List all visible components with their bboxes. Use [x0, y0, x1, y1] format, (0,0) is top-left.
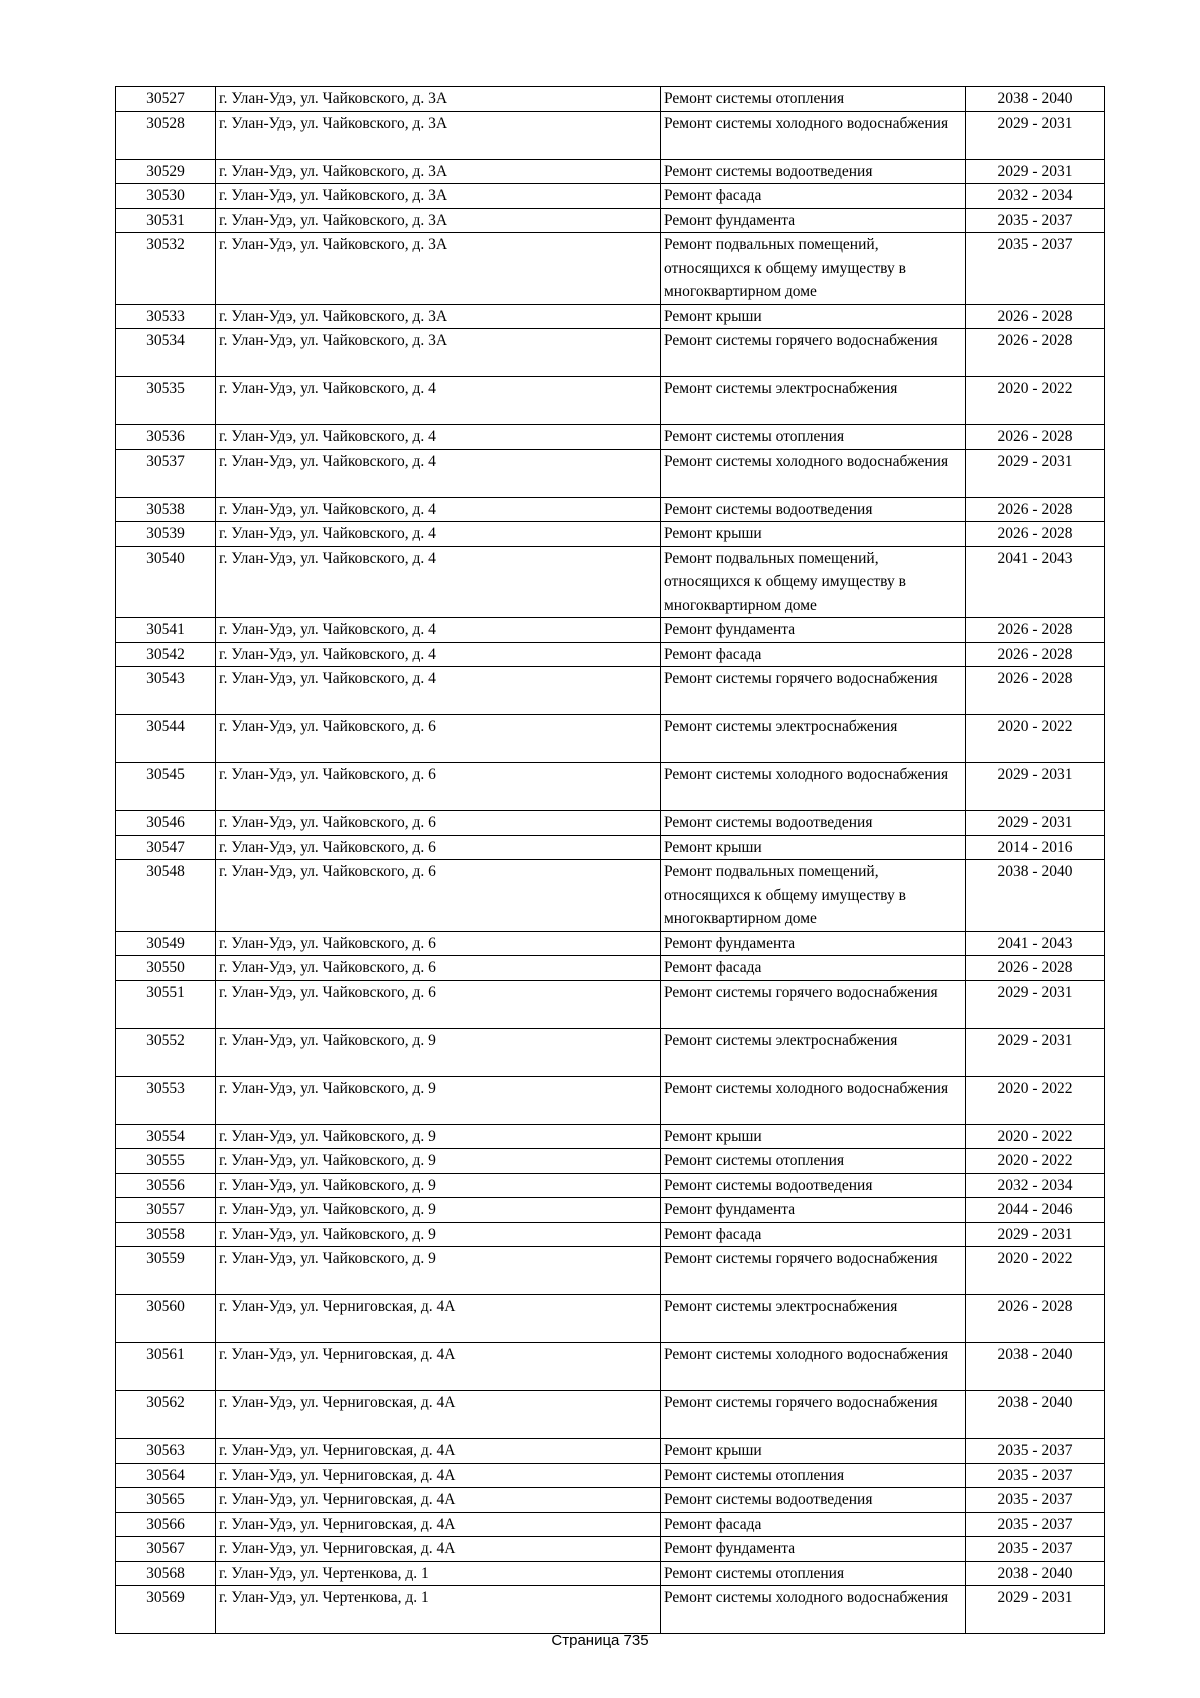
- period-cell: 2035 - 2037: [966, 1512, 1105, 1537]
- table-row: [116, 1512, 1105, 1537]
- period-cell: 2029 - 2031: [966, 763, 1105, 811]
- table-row: [116, 1537, 1105, 1562]
- table-row: [116, 1198, 1105, 1223]
- table-row: [116, 1463, 1105, 1488]
- row-number-cell: 30540: [116, 546, 216, 618]
- address-cell: г. Улан-Удэ, ул. Чайковского, д. 3А: [216, 208, 661, 233]
- period-cell: 2032 - 2034: [966, 1173, 1105, 1198]
- row-number-cell: 30529: [116, 159, 216, 184]
- address-cell: г. Улан-Удэ, ул. Чайковского, д. 4: [216, 618, 661, 643]
- row-number-cell: 30536: [116, 425, 216, 450]
- period-cell: 2026 - 2028: [966, 304, 1105, 329]
- work-type-cell: Ремонт системы горячего водоснабжения: [661, 980, 966, 1028]
- page-number: Страница 735: [551, 1632, 649, 1649]
- row-number-cell: 30551: [116, 980, 216, 1028]
- work-type-cell: Ремонт крыши: [661, 835, 966, 860]
- address-cell: г. Улан-Удэ, ул. Черниговская, д. 4А: [216, 1343, 661, 1391]
- row-number-cell: 30553: [116, 1076, 216, 1124]
- address-cell: г. Улан-Удэ, ул. Чайковского, д. 3А: [216, 159, 661, 184]
- row-number-cell: 30554: [116, 1124, 216, 1149]
- work-type-cell: Ремонт системы водоотведения: [661, 811, 966, 836]
- work-type-cell: Ремонт фундамента: [661, 1198, 966, 1223]
- work-type-cell: Ремонт крыши: [661, 522, 966, 547]
- table-row: [116, 87, 1105, 112]
- table-row: [116, 159, 1105, 184]
- work-type-cell: Ремонт системы отопления: [661, 1561, 966, 1586]
- period-cell: 2026 - 2028: [966, 497, 1105, 522]
- row-number-cell: 30549: [116, 931, 216, 956]
- address-cell: г. Улан-Удэ, ул. Чайковского, д. 6: [216, 980, 661, 1028]
- table-row: [116, 329, 1105, 377]
- period-cell: 2020 - 2022: [966, 715, 1105, 763]
- address-cell: г. Улан-Удэ, ул. Чайковского, д. 9: [216, 1222, 661, 1247]
- address-cell: г. Улан-Удэ, ул. Чайковского, д. 9: [216, 1198, 661, 1223]
- work-type-cell: Ремонт фасада: [661, 1512, 966, 1537]
- row-number-cell: 30531: [116, 208, 216, 233]
- work-type-cell: Ремонт подвальных помещений, относящихся к общему имуществу в многоквартирном доме: [661, 860, 966, 932]
- period-cell: 2038 - 2040: [966, 860, 1105, 932]
- address-cell: г. Улан-Удэ, ул. Черниговская, д. 4А: [216, 1295, 661, 1343]
- row-number-cell: 30550: [116, 956, 216, 981]
- period-cell: 2026 - 2028: [966, 667, 1105, 715]
- work-type-cell: Ремонт системы водоотведения: [661, 1173, 966, 1198]
- address-cell: г. Улан-Удэ, ул. Чайковского, д. 6: [216, 715, 661, 763]
- period-cell: 2032 - 2034: [966, 184, 1105, 209]
- work-type-cell: Ремонт фундамента: [661, 618, 966, 643]
- row-number-cell: 30561: [116, 1343, 216, 1391]
- period-cell: 2020 - 2022: [966, 1076, 1105, 1124]
- table-row: [116, 1488, 1105, 1513]
- address-cell: г. Улан-Удэ, ул. Чайковского, д. 6: [216, 860, 661, 932]
- address-cell: г. Улан-Удэ, ул. Чайковского, д. 3А: [216, 184, 661, 209]
- work-type-cell: Ремонт системы холодного водоснабжения: [661, 1586, 966, 1634]
- row-number-cell: 30563: [116, 1439, 216, 1464]
- row-number-cell: 30544: [116, 715, 216, 763]
- period-cell: 2020 - 2022: [966, 1247, 1105, 1295]
- table-row: [116, 304, 1105, 329]
- address-cell: г. Улан-Удэ, ул. Чайковского, д. 3А: [216, 87, 661, 112]
- row-number-cell: 30558: [116, 1222, 216, 1247]
- row-number-cell: 30547: [116, 835, 216, 860]
- table-row: [116, 208, 1105, 233]
- address-cell: г. Улан-Удэ, ул. Чайковского, д. 4: [216, 642, 661, 667]
- work-type-cell: Ремонт системы электроснабжения: [661, 1028, 966, 1076]
- table-row: [116, 377, 1105, 425]
- address-cell: г. Улан-Удэ, ул. Чертенкова, д. 1: [216, 1586, 661, 1634]
- work-type-cell: Ремонт системы холодного водоснабжения: [661, 1343, 966, 1391]
- table-row: [116, 835, 1105, 860]
- table-row: [116, 1028, 1105, 1076]
- address-cell: г. Улан-Удэ, ул. Чайковского, д. 4: [216, 522, 661, 547]
- table-row: [116, 956, 1105, 981]
- table-row: [116, 763, 1105, 811]
- period-cell: 2035 - 2037: [966, 1488, 1105, 1513]
- work-type-cell: Ремонт подвальных помещений, относящихся к общему имуществу в многоквартирном доме: [661, 546, 966, 618]
- table-row: [116, 931, 1105, 956]
- address-cell: г. Улан-Удэ, ул. Черниговская, д. 4А: [216, 1439, 661, 1464]
- work-type-cell: Ремонт системы водоотведения: [661, 159, 966, 184]
- row-number-cell: 30527: [116, 87, 216, 112]
- period-cell: 2026 - 2028: [966, 522, 1105, 547]
- row-number-cell: 30534: [116, 329, 216, 377]
- work-type-cell: Ремонт крыши: [661, 1439, 966, 1464]
- address-cell: г. Улан-Удэ, ул. Чертенкова, д. 1: [216, 1561, 661, 1586]
- address-cell: г. Улан-Удэ, ул. Чайковского, д. 6: [216, 763, 661, 811]
- table-row: [116, 980, 1105, 1028]
- table-row: [116, 1561, 1105, 1586]
- table-row: [116, 715, 1105, 763]
- address-cell: г. Улан-Удэ, ул. Чайковского, д. 6: [216, 931, 661, 956]
- work-type-cell: Ремонт системы холодного водоснабжения: [661, 763, 966, 811]
- work-type-cell: Ремонт фасада: [661, 184, 966, 209]
- work-type-cell: Ремонт системы отопления: [661, 1149, 966, 1174]
- row-number-cell: 30548: [116, 860, 216, 932]
- work-type-cell: Ремонт фундамента: [661, 1537, 966, 1562]
- row-number-cell: 30545: [116, 763, 216, 811]
- address-cell: г. Улан-Удэ, ул. Чайковского, д. 3А: [216, 233, 661, 305]
- table-row: [116, 1391, 1105, 1439]
- row-number-cell: 30560: [116, 1295, 216, 1343]
- work-type-cell: Ремонт фасада: [661, 642, 966, 667]
- row-number-cell: 30541: [116, 618, 216, 643]
- table-row: [116, 111, 1105, 159]
- period-cell: 2041 - 2043: [966, 931, 1105, 956]
- address-cell: г. Улан-Удэ, ул. Черниговская, д. 4А: [216, 1391, 661, 1439]
- table-row: [116, 667, 1105, 715]
- period-cell: 2029 - 2031: [966, 980, 1105, 1028]
- table-row: [116, 1076, 1105, 1124]
- period-cell: 2038 - 2040: [966, 87, 1105, 112]
- table-row: [116, 1149, 1105, 1174]
- table-row: [116, 184, 1105, 209]
- row-number-cell: 30532: [116, 233, 216, 305]
- period-cell: 2035 - 2037: [966, 233, 1105, 305]
- address-cell: г. Улан-Удэ, ул. Чайковского, д. 9: [216, 1173, 661, 1198]
- address-cell: г. Улан-Удэ, ул. Черниговская, д. 4А: [216, 1463, 661, 1488]
- work-type-cell: Ремонт системы водоотведения: [661, 497, 966, 522]
- work-type-cell: Ремонт крыши: [661, 304, 966, 329]
- work-type-cell: Ремонт крыши: [661, 1124, 966, 1149]
- row-number-cell: 30533: [116, 304, 216, 329]
- row-number-cell: 30537: [116, 449, 216, 497]
- table-row: [116, 811, 1105, 836]
- address-cell: г. Улан-Удэ, ул. Черниговская, д. 4А: [216, 1488, 661, 1513]
- row-number-cell: 30559: [116, 1247, 216, 1295]
- period-cell: 2026 - 2028: [966, 425, 1105, 450]
- work-type-cell: Ремонт фундамента: [661, 208, 966, 233]
- row-number-cell: 30552: [116, 1028, 216, 1076]
- address-cell: г. Улан-Удэ, ул. Чайковского, д. 9: [216, 1124, 661, 1149]
- row-number-cell: 30543: [116, 667, 216, 715]
- table-row: [116, 1343, 1105, 1391]
- table-row: [116, 449, 1105, 497]
- address-cell: г. Улан-Удэ, ул. Чайковского, д. 4: [216, 667, 661, 715]
- work-type-cell: Ремонт системы отопления: [661, 87, 966, 112]
- address-cell: г. Улан-Удэ, ул. Чайковского, д. 4: [216, 449, 661, 497]
- period-cell: 2014 - 2016: [966, 835, 1105, 860]
- period-cell: 2020 - 2022: [966, 1124, 1105, 1149]
- work-type-cell: Ремонт системы электроснабжения: [661, 715, 966, 763]
- period-cell: 2035 - 2037: [966, 1463, 1105, 1488]
- period-cell: 2029 - 2031: [966, 811, 1105, 836]
- row-number-cell: 30535: [116, 377, 216, 425]
- table-row: [116, 497, 1105, 522]
- period-cell: 2044 - 2046: [966, 1198, 1105, 1223]
- period-cell: 2026 - 2028: [966, 956, 1105, 981]
- table-row: [116, 233, 1105, 305]
- period-cell: 2038 - 2040: [966, 1343, 1105, 1391]
- work-type-cell: Ремонт системы горячего водоснабжения: [661, 1391, 966, 1439]
- period-cell: 2038 - 2040: [966, 1391, 1105, 1439]
- address-cell: г. Улан-Удэ, ул. Чайковского, д. 6: [216, 956, 661, 981]
- address-cell: г. Улан-Удэ, ул. Чайковского, д. 4: [216, 546, 661, 618]
- period-cell: 2038 - 2040: [966, 1561, 1105, 1586]
- address-cell: г. Улан-Удэ, ул. Чайковского, д. 4: [216, 497, 661, 522]
- work-type-cell: Ремонт системы горячего водоснабжения: [661, 667, 966, 715]
- table-row: [116, 522, 1105, 547]
- address-cell: г. Улан-Удэ, ул. Чайковского, д. 6: [216, 811, 661, 836]
- address-cell: г. Улан-Удэ, ул. Чайковского, д. 6: [216, 835, 661, 860]
- period-cell: 2029 - 2031: [966, 1222, 1105, 1247]
- table-row: [116, 425, 1105, 450]
- address-cell: г. Улан-Удэ, ул. Черниговская, д. 4А: [216, 1512, 661, 1537]
- work-type-cell: Ремонт фасада: [661, 956, 966, 981]
- work-type-cell: Ремонт фундамента: [661, 931, 966, 956]
- address-cell: г. Улан-Удэ, ул. Чайковского, д. 4: [216, 425, 661, 450]
- row-number-cell: 30530: [116, 184, 216, 209]
- period-cell: 2035 - 2037: [966, 1439, 1105, 1464]
- period-cell: 2029 - 2031: [966, 111, 1105, 159]
- row-number-cell: 30542: [116, 642, 216, 667]
- table-row: [116, 860, 1105, 932]
- work-type-cell: Ремонт системы электроснабжения: [661, 1295, 966, 1343]
- table-row: [116, 546, 1105, 618]
- row-number-cell: 30539: [116, 522, 216, 547]
- work-type-cell: Ремонт системы горячего водоснабжения: [661, 1247, 966, 1295]
- work-type-cell: Ремонт системы электроснабжения: [661, 377, 966, 425]
- table-row: [116, 1124, 1105, 1149]
- address-cell: г. Улан-Удэ, ул. Чайковского, д. 9: [216, 1076, 661, 1124]
- repair-schedule-table: [115, 86, 1105, 1634]
- row-number-cell: 30568: [116, 1561, 216, 1586]
- row-number-cell: 30569: [116, 1586, 216, 1634]
- row-number-cell: 30538: [116, 497, 216, 522]
- address-cell: г. Улан-Удэ, ул. Чайковского, д. 9: [216, 1247, 661, 1295]
- row-number-cell: 30564: [116, 1463, 216, 1488]
- address-cell: г. Улан-Удэ, ул. Чайковского, д. 4: [216, 377, 661, 425]
- row-number-cell: 30557: [116, 1198, 216, 1223]
- period-cell: 2029 - 2031: [966, 1028, 1105, 1076]
- work-type-cell: Ремонт системы отопления: [661, 1463, 966, 1488]
- row-number-cell: 30555: [116, 1149, 216, 1174]
- table-body: [116, 87, 1105, 1634]
- row-number-cell: 30562: [116, 1391, 216, 1439]
- table-row: [116, 1247, 1105, 1295]
- address-cell: г. Улан-Удэ, ул. Чайковского, д. 3А: [216, 304, 661, 329]
- period-cell: 2035 - 2037: [966, 1537, 1105, 1562]
- work-type-cell: Ремонт системы горячего водоснабжения: [661, 329, 966, 377]
- period-cell: 2035 - 2037: [966, 208, 1105, 233]
- table-row: [116, 618, 1105, 643]
- period-cell: 2041 - 2043: [966, 546, 1105, 618]
- work-type-cell: Ремонт системы холодного водоснабжения: [661, 111, 966, 159]
- work-type-cell: Ремонт системы холодного водоснабжения: [661, 449, 966, 497]
- work-type-cell: Ремонт фасада: [661, 1222, 966, 1247]
- table-row: [116, 642, 1105, 667]
- table-row: [116, 1222, 1105, 1247]
- row-number-cell: 30567: [116, 1537, 216, 1562]
- work-type-cell: Ремонт системы холодного водоснабжения: [661, 1076, 966, 1124]
- period-cell: 2020 - 2022: [966, 1149, 1105, 1174]
- table-row: [116, 1295, 1105, 1343]
- address-cell: г. Улан-Удэ, ул. Черниговская, д. 4А: [216, 1537, 661, 1562]
- period-cell: 2029 - 2031: [966, 159, 1105, 184]
- address-cell: г. Улан-Удэ, ул. Чайковского, д. 9: [216, 1149, 661, 1174]
- row-number-cell: 30566: [116, 1512, 216, 1537]
- period-cell: 2020 - 2022: [966, 377, 1105, 425]
- table-row: [116, 1586, 1105, 1634]
- table-row: [116, 1439, 1105, 1464]
- period-cell: 2029 - 2031: [966, 1586, 1105, 1634]
- row-number-cell: 30546: [116, 811, 216, 836]
- period-cell: 2029 - 2031: [966, 449, 1105, 497]
- work-type-cell: Ремонт системы отопления: [661, 425, 966, 450]
- address-cell: г. Улан-Удэ, ул. Чайковского, д. 9: [216, 1028, 661, 1076]
- address-cell: г. Улан-Удэ, ул. Чайковского, д. 3А: [216, 329, 661, 377]
- row-number-cell: 30528: [116, 111, 216, 159]
- period-cell: 2026 - 2028: [966, 1295, 1105, 1343]
- period-cell: 2026 - 2028: [966, 642, 1105, 667]
- row-number-cell: 30565: [116, 1488, 216, 1513]
- period-cell: 2026 - 2028: [966, 329, 1105, 377]
- row-number-cell: 30556: [116, 1173, 216, 1198]
- period-cell: 2026 - 2028: [966, 618, 1105, 643]
- table-row: [116, 1173, 1105, 1198]
- work-type-cell: Ремонт подвальных помещений, относящихся к общему имуществу в многоквартирном доме: [661, 233, 966, 305]
- work-type-cell: Ремонт системы водоотведения: [661, 1488, 966, 1513]
- address-cell: г. Улан-Удэ, ул. Чайковского, д. 3А: [216, 111, 661, 159]
